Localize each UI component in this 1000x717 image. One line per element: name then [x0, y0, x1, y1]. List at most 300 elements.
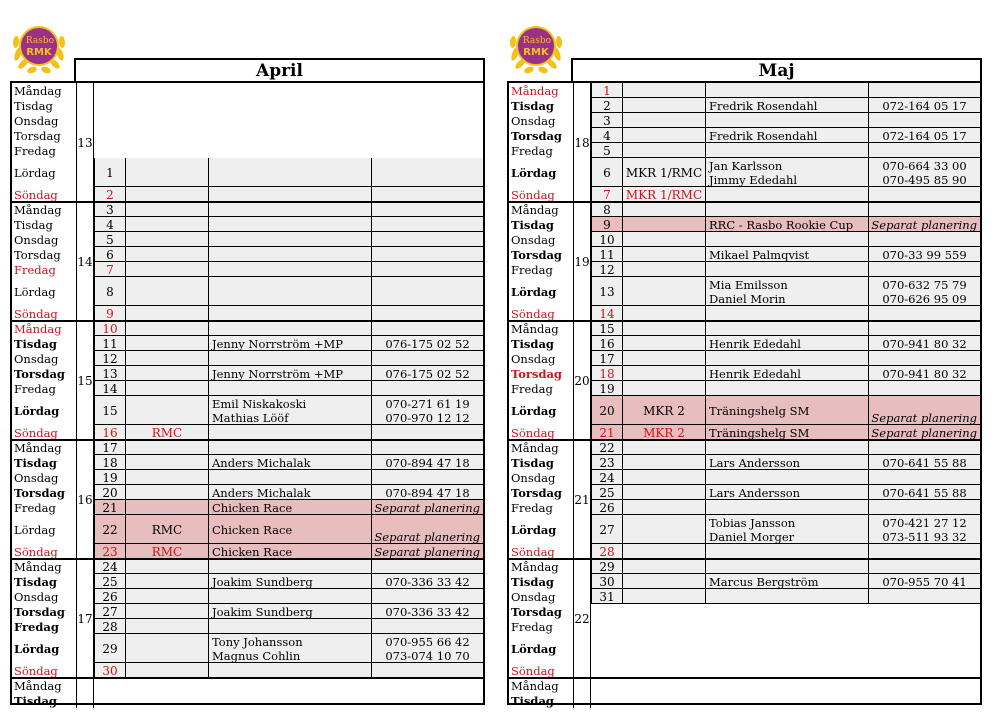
date-number: 2 — [94, 187, 126, 202]
responsible-names — [706, 98, 869, 113]
weekday-label: Torsdag — [14, 604, 65, 619]
phone-or-note — [869, 544, 980, 559]
phone-or-note — [869, 455, 980, 470]
date-number: 20 — [94, 485, 126, 500]
rasbo-rmk-logo — [10, 16, 68, 76]
responsible-names — [706, 336, 869, 351]
event-code — [126, 574, 209, 589]
phone-or-note — [372, 187, 483, 202]
weekday-label: Söndag — [511, 544, 555, 559]
responsible-name: Fredrik Rosendahl — [709, 128, 818, 143]
date-number: 11 — [94, 336, 126, 351]
responsible-names — [706, 232, 869, 247]
responsible-names — [706, 559, 869, 574]
weekday-label: Tisdag — [14, 455, 57, 470]
week-number: 14 — [76, 202, 94, 321]
weekday-label: Fredag — [14, 262, 56, 277]
phone-number: 076-175 02 52 — [385, 366, 470, 381]
event-code — [623, 574, 706, 589]
phone-or-note — [869, 83, 980, 98]
phone-or-note — [869, 113, 980, 128]
rasbo-rmk-logo — [507, 16, 565, 76]
event-code: RMC — [126, 544, 209, 559]
phone-or-note — [372, 440, 483, 455]
date-number: 22 — [94, 515, 126, 544]
phone-number: 070-955 70 41 — [882, 574, 967, 589]
event-code — [623, 128, 706, 143]
date-number: 22 — [591, 440, 623, 455]
event-code — [623, 589, 706, 604]
week-number: 13 — [76, 83, 94, 202]
phone-number: 073-074 10 70 — [385, 648, 470, 663]
weekday-label: Söndag — [511, 663, 555, 678]
responsible-names — [706, 396, 869, 425]
phone-or-note — [372, 396, 483, 425]
weekday-label: Lördag — [14, 641, 60, 656]
responsible-names — [209, 381, 372, 396]
event-code — [623, 202, 706, 217]
weekday-label: Tisdag — [511, 336, 554, 351]
date-number: 7 — [94, 262, 126, 277]
event-code — [623, 262, 706, 277]
responsible-name: Henrik Ededahl — [709, 336, 801, 351]
weekday-label: Söndag — [511, 187, 555, 202]
phone-number: 070-955 66 42 — [385, 634, 470, 649]
weekday-label: Onsdag — [14, 351, 59, 366]
event-code — [623, 544, 706, 559]
date-number: 29 — [94, 634, 126, 663]
event-code — [623, 470, 706, 485]
weekday-label: Fredag — [511, 143, 553, 158]
responsible-names — [706, 113, 869, 128]
responsible-name: Jan Karlsson — [709, 158, 783, 173]
event-code — [126, 396, 209, 425]
responsible-name: Jenny Norrström +MP — [212, 336, 344, 351]
week-number — [76, 678, 94, 708]
phone-or-note — [869, 396, 980, 425]
date-number: 18 — [591, 366, 623, 381]
event-code — [126, 470, 209, 485]
weekday-label: Lördag — [511, 641, 557, 656]
weekday-label: Söndag — [14, 187, 58, 202]
weekday-label: Fredag — [14, 619, 59, 634]
phone-or-note — [869, 232, 980, 247]
phone-or-note — [869, 515, 980, 544]
event-code — [126, 277, 209, 306]
date-number: 31 — [591, 589, 623, 604]
phone-or-note — [869, 247, 980, 262]
event-code — [126, 158, 209, 187]
weekday-label: Söndag — [14, 306, 58, 321]
phone-or-note — [869, 143, 980, 158]
phone-or-note — [869, 321, 980, 336]
responsible-names — [706, 381, 869, 396]
event-code — [126, 262, 209, 277]
weekday-label: Måndag — [511, 202, 559, 217]
responsible-names — [209, 336, 372, 351]
responsible-names — [209, 604, 372, 619]
weekday-label: Onsdag — [14, 470, 59, 485]
weekday-label: Söndag — [14, 425, 58, 440]
week-number — [573, 678, 591, 708]
phone-or-note — [869, 187, 980, 202]
date-number: 28 — [94, 619, 126, 634]
responsible-name: Mikael Palmqvist — [709, 247, 810, 262]
phone-or-note — [372, 634, 483, 663]
responsible-names — [209, 500, 372, 515]
phone-or-note — [869, 306, 980, 321]
weekday-label: Onsdag — [14, 589, 59, 604]
date-number: 9 — [591, 217, 623, 232]
event-code: MKR 1/RMC — [623, 187, 706, 202]
phone-or-note — [372, 158, 483, 187]
date-number: 15 — [591, 321, 623, 336]
date-number: 17 — [94, 440, 126, 455]
date-number: 7 — [591, 187, 623, 202]
weekday-label: Söndag — [14, 544, 58, 559]
event-code — [623, 351, 706, 366]
event-code — [623, 232, 706, 247]
weekday-label: Fredag — [14, 500, 56, 515]
weekday-label: Onsdag — [14, 113, 59, 128]
responsible-names — [706, 485, 869, 500]
week-separator — [509, 201, 980, 203]
phone-number: 076-175 02 52 — [385, 336, 470, 351]
responsible-names — [706, 202, 869, 217]
week-separator — [12, 201, 483, 203]
phone-or-note — [372, 381, 483, 396]
phone-or-note — [372, 425, 483, 440]
date-number: 3 — [94, 202, 126, 217]
week-number: 21 — [573, 440, 591, 559]
week-number: 20 — [573, 321, 591, 440]
date-number: 28 — [591, 544, 623, 559]
event-code — [623, 515, 706, 544]
phone-or-note — [869, 202, 980, 217]
phone-or-note — [869, 425, 980, 440]
responsible-name: Magnus Cohlin — [212, 648, 301, 663]
event-code — [623, 306, 706, 321]
responsible-names — [209, 187, 372, 202]
weekday-label: Torsdag — [511, 366, 562, 381]
responsible-names — [706, 83, 869, 98]
responsible-names — [209, 232, 372, 247]
phone-or-note — [869, 574, 980, 589]
phone-or-note — [372, 277, 483, 306]
phone-number: 070-641 55 88 — [882, 485, 967, 500]
phone-or-note — [372, 485, 483, 500]
date-number: 25 — [591, 485, 623, 500]
week-separator — [12, 320, 483, 322]
responsible-names — [209, 663, 372, 678]
date-number: 8 — [94, 277, 126, 306]
weekday-label: Tisdag — [511, 455, 554, 470]
responsible-names — [209, 589, 372, 604]
date-number: 1 — [591, 83, 623, 98]
phone-number: 070-970 12 12 — [385, 410, 470, 425]
phone-number: Separat planering — [374, 530, 480, 544]
responsible-names — [706, 470, 869, 485]
responsible-names — [209, 277, 372, 306]
phone-number: 073-511 93 32 — [882, 529, 967, 544]
phone-or-note — [372, 321, 483, 336]
responsible-name: Chicken Race — [212, 500, 293, 515]
month-title: April — [74, 58, 485, 82]
weekday-label: Lördag — [14, 284, 56, 299]
responsible-names — [706, 217, 869, 232]
responsible-name: Marcus Bergström — [709, 574, 819, 589]
phone-number: 072-164 05 17 — [882, 128, 967, 143]
event-code — [126, 217, 209, 232]
date-number: 30 — [591, 574, 623, 589]
weekday-label: Lördag — [14, 165, 56, 180]
week-number: 19 — [573, 202, 591, 321]
responsible-names — [706, 321, 869, 336]
date-number: 10 — [591, 232, 623, 247]
responsible-names — [209, 262, 372, 277]
weekday-label: Lördag — [511, 522, 557, 537]
weekday-label: Lördag — [511, 284, 557, 299]
week-number: 18 — [573, 83, 591, 202]
weekday-label: Lördag — [511, 403, 557, 418]
svg-text:RMK: RMK — [523, 47, 549, 58]
week-number: 15 — [76, 321, 94, 440]
responsible-names — [209, 634, 372, 663]
date-number: 13 — [591, 277, 623, 306]
weekday-label: Tisdag — [14, 574, 57, 589]
date-number: 20 — [591, 396, 623, 425]
responsible-names — [706, 589, 869, 604]
date-number: 12 — [94, 351, 126, 366]
responsible-names — [209, 425, 372, 440]
phone-number: 070-33 99 559 — [882, 247, 967, 262]
weekday-label: Tisdag — [511, 693, 554, 708]
phone-number: 070-336 33 42 — [385, 574, 470, 589]
svg-text:Rasbo: Rasbo — [522, 36, 552, 46]
responsible-names — [706, 306, 869, 321]
weekday-label: Fredag — [511, 500, 553, 515]
phone-number: Separat planering — [374, 500, 480, 515]
weekday-label: Måndag — [511, 559, 559, 574]
event-code — [126, 634, 209, 663]
event-code — [623, 277, 706, 306]
date-number: 21 — [591, 425, 623, 440]
responsible-names — [209, 217, 372, 232]
phone-or-note — [869, 470, 980, 485]
phone-or-note — [372, 366, 483, 381]
responsible-name: Anders Michalak — [212, 455, 311, 470]
week-separator — [12, 677, 483, 679]
phone-or-note — [372, 544, 483, 559]
phone-or-note — [372, 336, 483, 351]
date-number: 15 — [94, 396, 126, 425]
event-code — [126, 455, 209, 470]
week-separator — [509, 558, 980, 560]
weekday-label: Fredag — [511, 262, 553, 277]
month-title: Maj — [571, 58, 982, 82]
phone-or-note — [869, 589, 980, 604]
date-number: 17 — [591, 351, 623, 366]
event-code — [126, 485, 209, 500]
week-separator — [509, 320, 980, 322]
event-code — [623, 83, 706, 98]
date-number: 6 — [94, 247, 126, 262]
responsible-name: Henrik Ededahl — [709, 366, 801, 381]
responsible-names — [209, 247, 372, 262]
weekday-label: Tisdag — [14, 693, 57, 708]
phone-number: 070-271 61 19 — [385, 396, 470, 411]
weekday-label: Måndag — [511, 321, 559, 336]
weekday-label: Onsdag — [511, 589, 556, 604]
weekday-label: Torsdag — [14, 485, 65, 500]
responsible-name: Anders Michalak — [212, 485, 311, 500]
event-code — [623, 98, 706, 113]
responsible-names — [706, 143, 869, 158]
responsible-names — [706, 128, 869, 143]
event-code — [623, 143, 706, 158]
weekday-label: Söndag — [511, 425, 555, 440]
date-number: 8 — [591, 202, 623, 217]
phone-number: Separat planering — [871, 411, 977, 425]
week-number: 16 — [76, 440, 94, 559]
phone-or-note — [372, 663, 483, 678]
weekday-label: Lördag — [14, 522, 56, 537]
event-code — [126, 336, 209, 351]
date-number: 21 — [94, 500, 126, 515]
phone-or-note — [372, 515, 483, 544]
responsible-name: Mathias Lööf — [212, 410, 289, 425]
phone-or-note — [372, 559, 483, 574]
event-code — [126, 351, 209, 366]
event-code: RMC — [126, 425, 209, 440]
responsible-name: Jenny Norrström +MP — [212, 366, 344, 381]
responsible-name: Träningshelg SM — [709, 403, 810, 418]
weekday-label: Onsdag — [14, 232, 59, 247]
responsible-names — [706, 500, 869, 515]
weekday-label: Fredag — [14, 143, 56, 158]
responsible-names — [706, 277, 869, 306]
date-number: 12 — [591, 262, 623, 277]
responsible-names — [209, 515, 372, 544]
weekday-label: Onsdag — [511, 232, 556, 247]
weekday-label: Torsdag — [511, 128, 562, 143]
phone-or-note — [869, 217, 980, 232]
date-number: 25 — [94, 574, 126, 589]
event-code — [126, 306, 209, 321]
date-number: 11 — [591, 247, 623, 262]
weekday-label: Tisdag — [511, 217, 554, 232]
date-number: 27 — [591, 515, 623, 544]
responsible-name: Jimmy Ededahl — [709, 172, 798, 187]
phone-or-note — [869, 381, 980, 396]
svg-text:Rasbo: Rasbo — [25, 36, 55, 46]
responsible-name: Chicken Race — [212, 544, 293, 559]
responsible-names — [706, 158, 869, 187]
responsible-name: Tobias Jansson — [709, 515, 796, 530]
responsible-name: Fredrik Rosendahl — [709, 98, 818, 113]
phone-number: 070-664 33 00 — [882, 158, 967, 173]
weekday-label: Torsdag — [14, 247, 61, 262]
event-code — [623, 559, 706, 574]
event-code — [623, 455, 706, 470]
responsible-name: Mia Emilsson — [709, 277, 788, 292]
phone-number: 070-641 55 88 — [882, 455, 967, 470]
weekday-label: Torsdag — [511, 247, 562, 262]
phone-number: 070-626 95 09 — [882, 291, 967, 306]
responsible-names — [706, 366, 869, 381]
weekday-label: Söndag — [14, 663, 58, 678]
event-code — [126, 232, 209, 247]
maj-calendar — [507, 8, 982, 713]
date-number: 19 — [591, 381, 623, 396]
responsible-names — [209, 559, 372, 574]
event-code — [126, 589, 209, 604]
phone-or-note — [869, 277, 980, 306]
event-code — [126, 559, 209, 574]
phone-or-note — [372, 619, 483, 634]
responsible-names — [706, 351, 869, 366]
date-number: 16 — [591, 336, 623, 351]
responsible-names — [706, 262, 869, 277]
weekday-label: Fredag — [511, 381, 553, 396]
date-number: 4 — [591, 128, 623, 143]
event-code — [623, 485, 706, 500]
phone-number: Separat planering — [871, 217, 977, 232]
phone-or-note — [372, 232, 483, 247]
week-separator — [12, 558, 483, 560]
weekday-label: Tisdag — [511, 574, 554, 589]
phone-number: 070-941 80 32 — [882, 366, 967, 381]
phone-or-note — [869, 500, 980, 515]
event-code — [623, 336, 706, 351]
weekday-label: Måndag — [14, 559, 62, 574]
event-code — [126, 500, 209, 515]
responsible-names — [209, 202, 372, 217]
weekday-label: Tisdag — [511, 98, 554, 113]
responsible-name: Träningshelg SM — [709, 425, 810, 440]
phone-or-note — [869, 262, 980, 277]
date-number: 13 — [94, 366, 126, 381]
weekday-label: Torsdag — [14, 128, 61, 143]
weekday-label: Torsdag — [14, 366, 65, 381]
weekday-label: Måndag — [511, 440, 559, 455]
responsible-names — [209, 306, 372, 321]
date-number: 23 — [591, 455, 623, 470]
responsible-names — [209, 321, 372, 336]
responsible-name: Joakim Sundberg — [212, 604, 313, 619]
weekday-label: Söndag — [511, 306, 555, 321]
responsible-names — [209, 440, 372, 455]
weekday-label: Onsdag — [511, 470, 556, 485]
responsible-names — [209, 351, 372, 366]
responsible-name: Emil Niskakoski — [212, 396, 307, 411]
weekday-label: Tisdag — [14, 336, 57, 351]
date-number: 14 — [591, 306, 623, 321]
svg-text:RMK: RMK — [26, 47, 52, 58]
date-number: 23 — [94, 544, 126, 559]
weekday-label: Lördag — [14, 403, 60, 418]
phone-or-note — [372, 202, 483, 217]
event-code — [623, 381, 706, 396]
event-code — [623, 500, 706, 515]
event-code: MKR 2 — [623, 425, 706, 440]
weekday-label: Tisdag — [14, 98, 53, 113]
event-code — [126, 247, 209, 262]
responsible-names — [706, 455, 869, 470]
date-number: 16 — [94, 425, 126, 440]
date-number: 19 — [94, 470, 126, 485]
date-number: 18 — [94, 455, 126, 470]
